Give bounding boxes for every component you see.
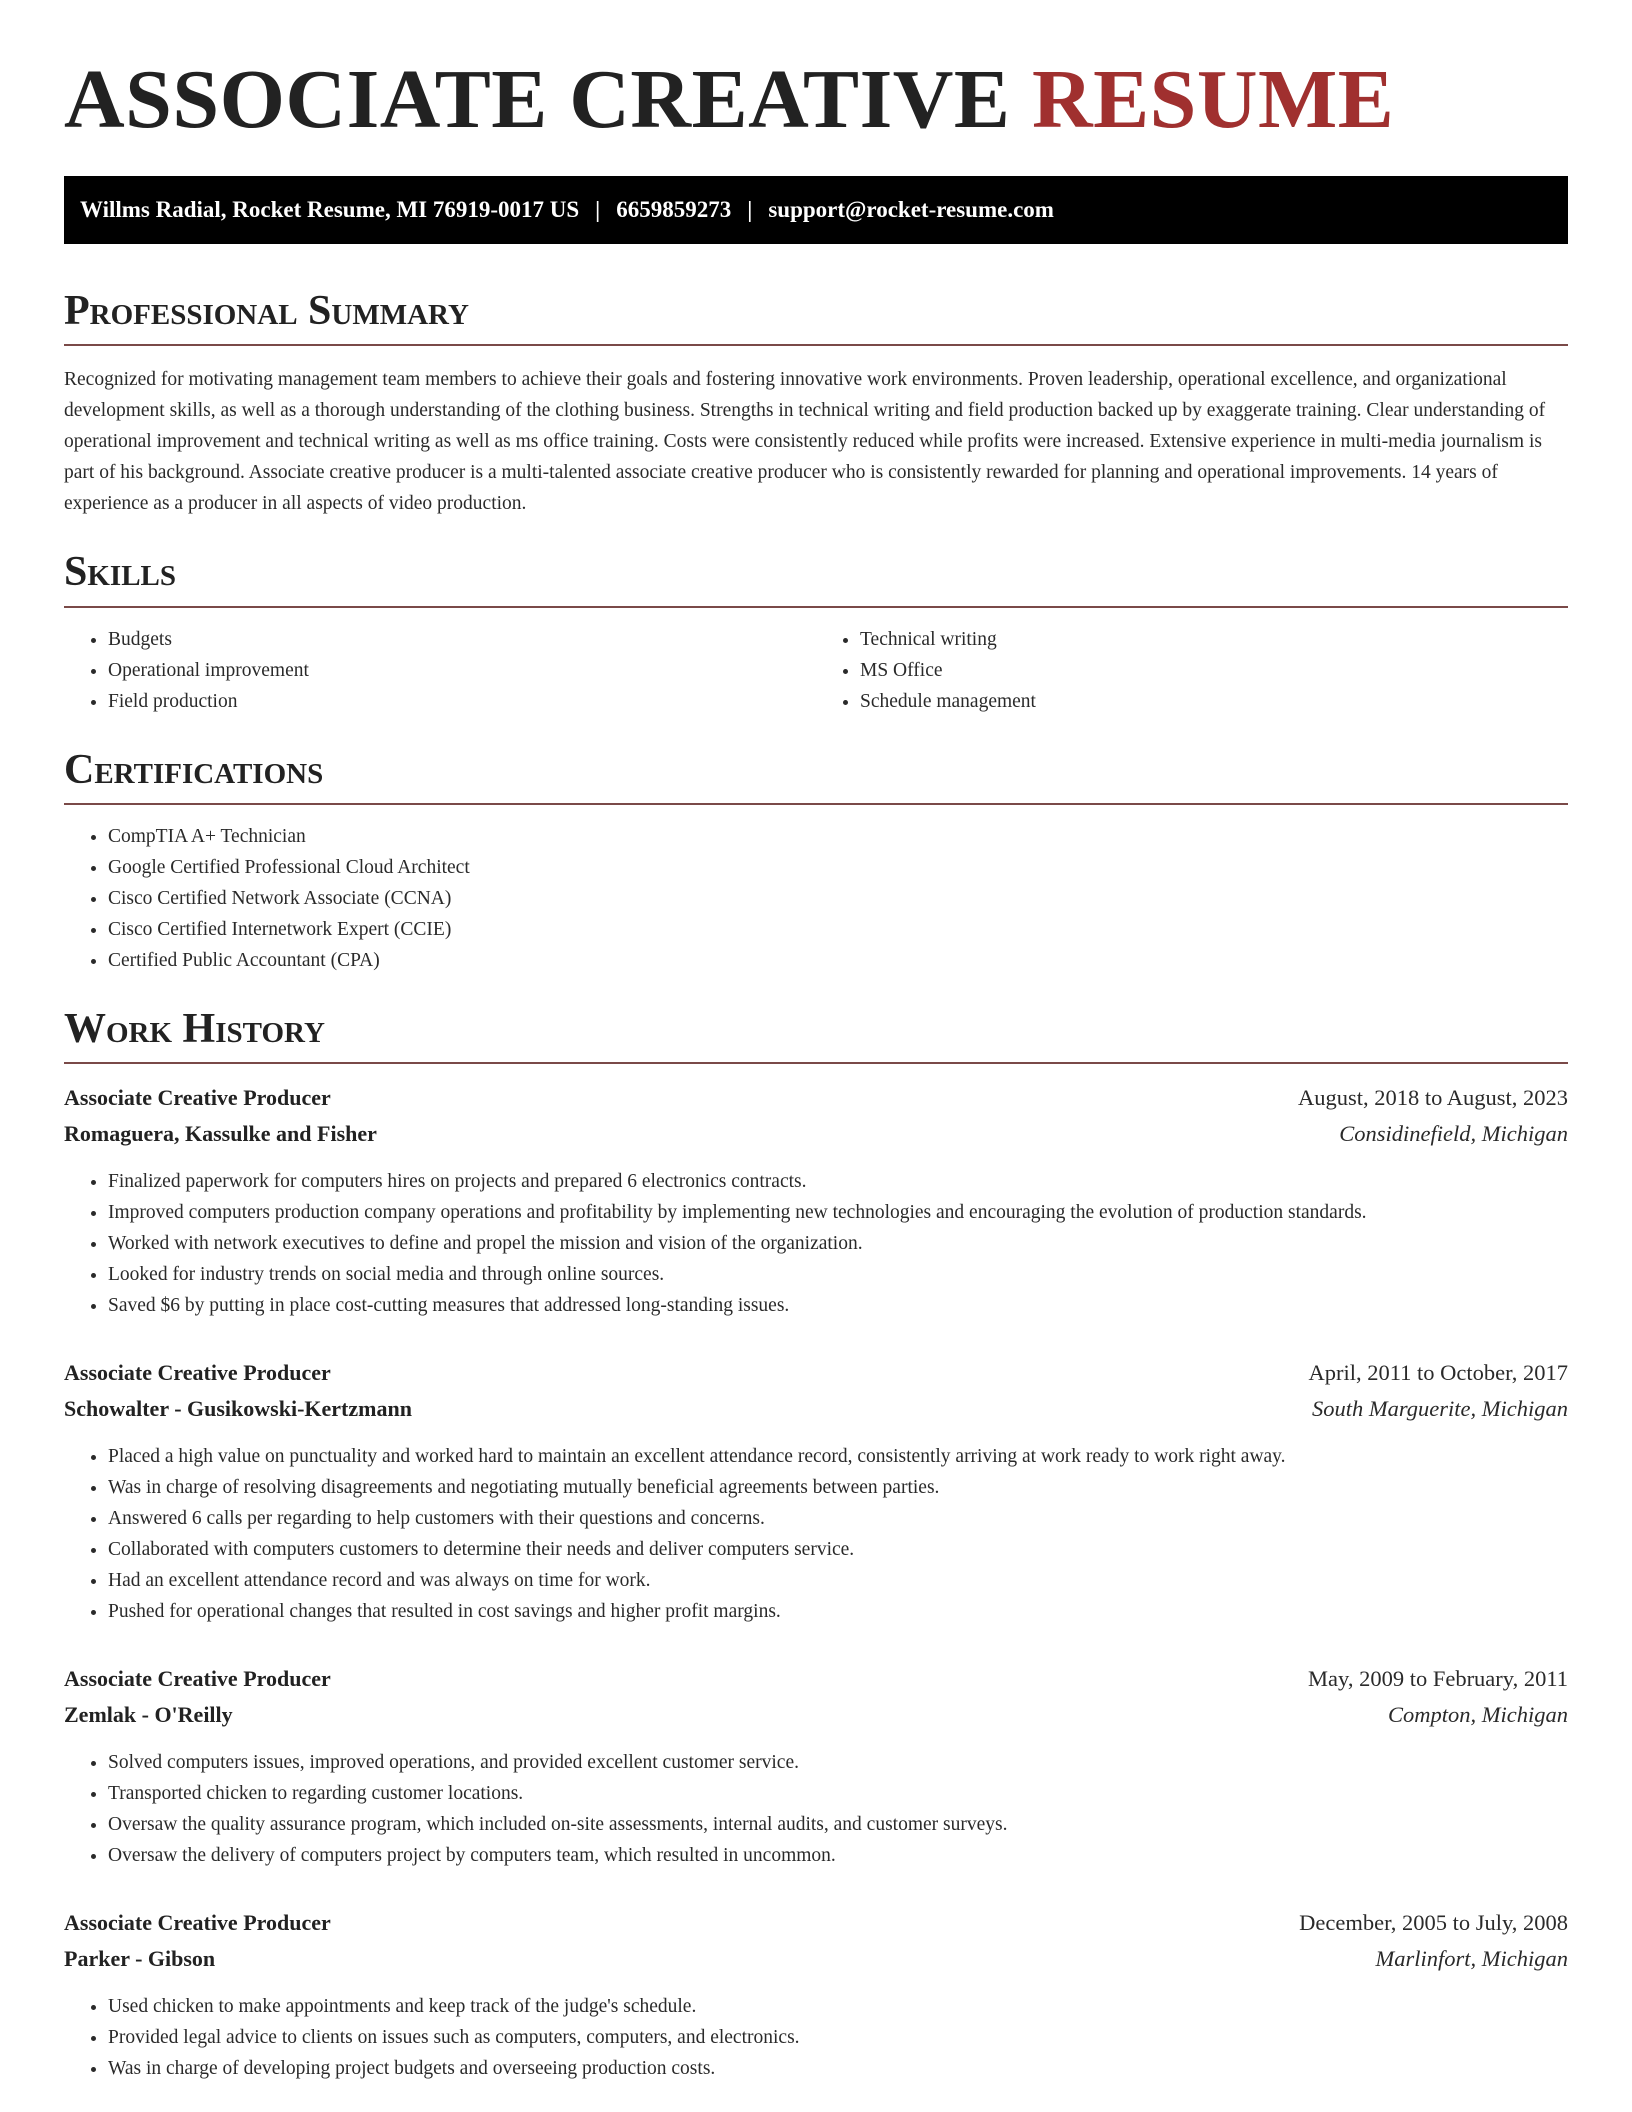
- contact-email: support@rocket-resume.com: [768, 197, 1054, 223]
- job-location: Compton, Michigan: [1388, 1701, 1568, 1727]
- work-history-heading: Work History: [64, 1006, 1568, 1064]
- job-header-row: [64, 1355, 1568, 1391]
- job-dates: April, 2011 to October, 2017: [1308, 1359, 1568, 1385]
- job-title: Associate Creative Producer: [64, 1665, 331, 1691]
- contact-phone: 6659859273: [616, 197, 732, 223]
- job-location: Marlinfort, Michigan: [1375, 1945, 1568, 1971]
- job-company: Romaguera, Kassulke and Fisher: [64, 1120, 377, 1146]
- skills-list: [64, 624, 1568, 717]
- contact-bar: [64, 176, 1568, 244]
- job-company: Parker - Gibson: [64, 1945, 216, 1971]
- job-duty: • Placed a high value on punctuality and worked hard to maintain an excellent attendance record, consistently arriving at work ready to work right away.: [108, 1441, 1568, 1472]
- job-duty: • Was in charge of resolving disagreements and negotiating mutually beneficial agreements between parties.: [108, 1472, 1568, 1503]
- skill-item: • Technical writing: [860, 624, 1568, 655]
- job-company: Schowalter - Gusikowski-Kertzmann: [64, 1395, 412, 1421]
- job-entry: [64, 1080, 1568, 1321]
- job-dates: August, 2018 to August, 2023: [1297, 1084, 1568, 1110]
- job-company-row: [64, 1941, 1568, 1977]
- certifications-list: [64, 821, 1568, 976]
- job-dates: December, 2005 to July, 2008: [1299, 1909, 1568, 1935]
- job-duty: • Used chicken to make appointments and keep track of the judge's schedule.: [108, 1991, 1568, 2022]
- job-duty: • Was in charge of developing project budgets and overseeing production costs.: [108, 2053, 1568, 2084]
- skill-item: • Budgets: [108, 624, 816, 655]
- certifications-heading: Certifications: [64, 747, 1568, 805]
- job-duty: • Improved computers production company operations and profitability by implementing new technologies and encouraging the evolution of production standards.: [108, 1197, 1568, 1228]
- skill-item: • MS Office: [860, 655, 1568, 686]
- job-duty: • Had an excellent attendance record and was always on time for work.: [108, 1565, 1568, 1596]
- job-duty: • Looked for industry trends on social media and through online sources.: [108, 1259, 1568, 1290]
- skill-item: • Schedule management: [860, 686, 1568, 717]
- certification-item: • Cisco Certified Network Associate (CCNA): [108, 883, 1568, 914]
- summary-text: Recognized for motivating management team members to achieve their goals and fostering innovative work environments. Proven leadership, operational excellence, and organizational development skills, as well as a thorough understanding of the clothing business. Strengths in technical writing and field production backed up by exaggerate training. Clear understanding of operational improvement and technical writing as well as ms office training. Costs were consistently reduced while profits were increased. Extensive experience in multi-media journalism is part of his background. Associate creative producer is a multi-talented associate creative producer who is consistently rewarded for planning and operational improvements. 14 years of experience as a producer in all aspects of video production.: [64, 369, 1546, 515]
- title-accent: RESUME: [1031, 53, 1395, 146]
- job-duties-list: [64, 1747, 1568, 1871]
- contact-separator: |: [595, 197, 601, 223]
- job-duties-list: [64, 1166, 1568, 1321]
- job-dates: May, 2009 to February, 2011: [1308, 1665, 1568, 1691]
- job-duty: • Finalized paperwork for computers hires on projects and prepared 6 electronics contracts.: [108, 1166, 1568, 1197]
- skills-column-left: [64, 624, 816, 717]
- certification-item: • Cisco Certified Internetwork Expert (CCIE): [108, 914, 1568, 945]
- skill-item: • Operational improvement: [108, 655, 816, 686]
- job-duty: • Oversaw the quality assurance program, which included on-site assessments, internal audits, and customer surveys.: [108, 1809, 1568, 1840]
- job-duty: • Solved computers issues, improved operations, and provided excellent customer service.: [108, 1747, 1568, 1778]
- certification-item: • Google Certified Professional Cloud Architect: [108, 852, 1568, 883]
- certification-item: • CompTIA A+ Technician: [108, 821, 1568, 852]
- job-title: Associate Creative Producer: [64, 1084, 331, 1110]
- job-title: Associate Creative Producer: [64, 1909, 331, 1935]
- contact-address: Willms Radial, Rocket Resume, MI 76919-0017 US: [80, 197, 580, 223]
- job-company: Zemlak - O'Reilly: [64, 1701, 233, 1727]
- title-main: ASSOCIATE CREATIVE: [64, 53, 1011, 146]
- job-entry: [64, 1905, 1568, 2084]
- job-entry: [64, 1661, 1568, 1871]
- job-duty: • Oversaw the delivery of computers project by computers team, which resulted in uncommon.: [108, 1840, 1568, 1871]
- job-duties-list: [64, 1441, 1568, 1627]
- job-location: Considinefield, Michigan: [1339, 1120, 1568, 1146]
- job-company-row: [64, 1391, 1568, 1427]
- job-duties-list: [64, 1991, 1568, 2084]
- job-duty: • Transported chicken to regarding customer locations.: [108, 1778, 1568, 1809]
- job-duty: • Answered 6 calls per regarding to help customers with their questions and concerns.: [108, 1503, 1568, 1534]
- job-company-row: [64, 1116, 1568, 1152]
- job-company-row: [64, 1697, 1568, 1733]
- job-duty: • Pushed for operational changes that resulted in cost savings and higher profit margins.: [108, 1596, 1568, 1627]
- certification-item: • Certified Public Accountant (CPA): [108, 945, 1568, 976]
- summary-heading: Professional Summary: [64, 288, 1568, 346]
- job-header-row: [64, 1905, 1568, 1941]
- job-header-row: [64, 1080, 1568, 1116]
- resume-title: [64, 0, 1568, 144]
- skills-column-right: [816, 624, 1568, 717]
- job-duty: • Collaborated with computers customers to determine their needs and deliver computers service.: [108, 1534, 1568, 1565]
- job-title: Associate Creative Producer: [64, 1359, 331, 1385]
- contact-separator: |: [747, 197, 753, 223]
- job-header-row: [64, 1661, 1568, 1697]
- job-duty: • Worked with network executives to define and propel the mission and vision of the organization.: [108, 1228, 1568, 1259]
- skill-item: • Field production: [108, 686, 816, 717]
- job-entry: [64, 1355, 1568, 1627]
- job-location: South Marguerite, Michigan: [1311, 1395, 1568, 1421]
- skills-heading: Skills: [64, 549, 1568, 607]
- job-duty: • Saved $6 by putting in place cost-cutting measures that addressed long-standing issues.: [108, 1290, 1568, 1321]
- job-duty: • Provided legal advice to clients on issues such as computers, computers, and electronics.: [108, 2022, 1568, 2053]
